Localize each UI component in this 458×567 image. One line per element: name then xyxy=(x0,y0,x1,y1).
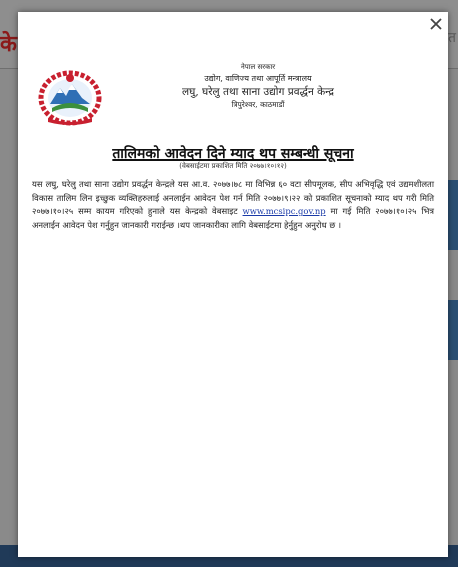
notice-body xyxy=(32,178,434,232)
notice-body-part2: मा गई मिति २०७७।१०।२५ भित्र अनलाईन आवेदन पेश गर्नुहुन जानकारी गराईन्छ ।थप जानकारीका लागि वेबसाईटमा हेर्नुहुन अनुरोध छ । xyxy=(32,206,435,230)
office-name: लघु, घरेलु तथा साना उद्योग प्रवर्द्धन केन्द्र xyxy=(182,86,334,98)
notice-modal xyxy=(18,12,448,557)
background-left-text: के xyxy=(0,31,17,57)
close-button[interactable] xyxy=(424,12,448,36)
notice-header xyxy=(108,62,408,111)
notice-title xyxy=(28,144,438,163)
nepal-emblem-icon xyxy=(38,68,102,126)
notice-title-text: तालिमको आवेदन दिने म्याद थप सम्बन्धी सूचना xyxy=(112,146,354,162)
notice-body-part1: यस लघु, घरेलु तथा साना उद्योग प्रवर्द्धन केन्द्रले यस आ.व. २०७७।७८ मा विभिन्न ६० वटा सीपमूलक, सीप अभिवृद्धि एवं उद्यमशीलता विकास तालिम लिन इच्छुक व्यक्तिहरुलाई अनलाईन आवेदन पेश गर्न मिति २०७७।९।२२ को प्रकाशित सूचनाको म्याद थप गरी मिति २०७७।१०।२५ सम्म कायम गरिएको हुनाले यस केन्द्रको वेबसाइट xyxy=(32,179,434,217)
notice-subtitle: (वेबसाईटमा प्रकाशित मिति २०७७।१०।१२) xyxy=(179,162,287,170)
government-name: नेपाल सरकार xyxy=(240,63,276,71)
website-link[interactable]: www.mcsipc.gov.np xyxy=(242,206,326,217)
background-right-text: त xyxy=(448,30,456,46)
ministry-name: उद्योग, वाणिज्य तथा आपूर्ति मन्त्रालय xyxy=(204,74,312,83)
office-address: त्रिपुरेश्वर, काठमाडौं xyxy=(231,100,285,109)
close-icon xyxy=(429,17,443,31)
